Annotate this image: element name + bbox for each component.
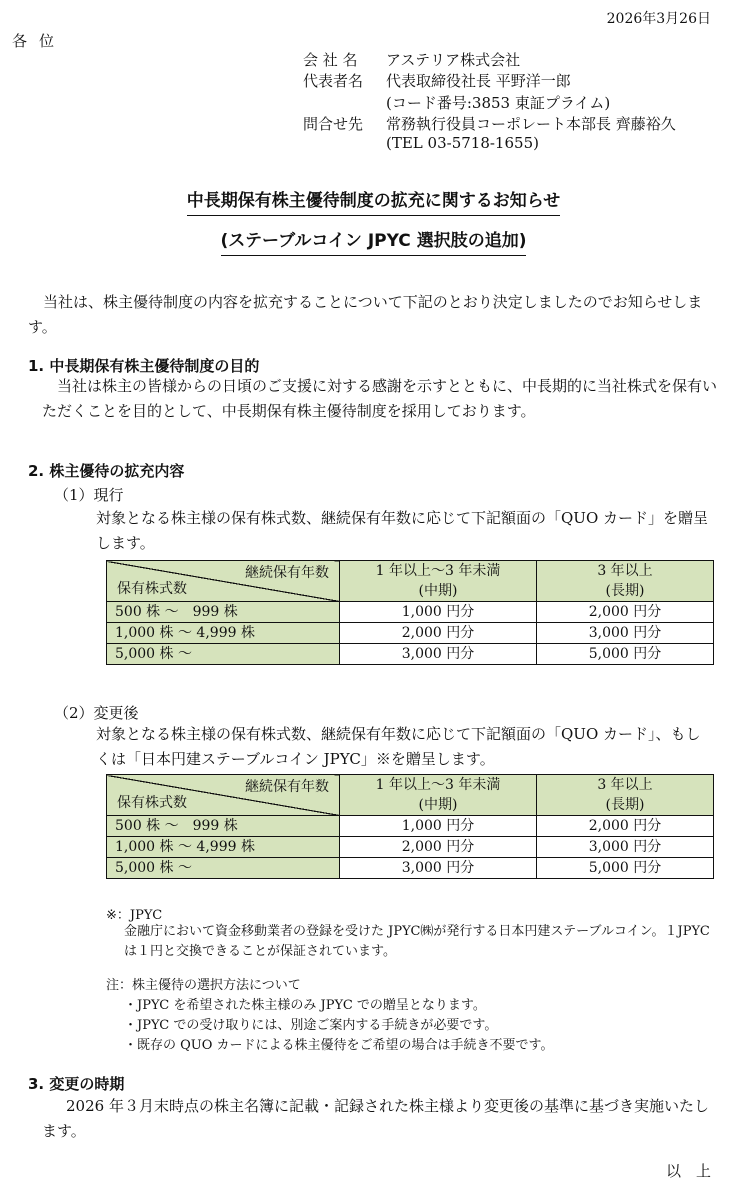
document-date: 2026年3月26日 — [606, 11, 711, 27]
long-term-header — [537, 775, 714, 816]
table-row — [107, 858, 714, 879]
table-corner-cell — [107, 775, 340, 816]
mid-value-cell: 1,000 円分 — [340, 816, 537, 837]
changed-label: （2）変更後 — [54, 704, 139, 722]
mid-term-header-line1: 1 年以上～3 年未満 — [375, 777, 501, 793]
long-term-header-line2: (長期) — [605, 583, 645, 599]
shares-cell: 1,000 株 ～ 4,999 株 — [107, 623, 340, 644]
years-held-label: 継続保有年数 — [245, 565, 329, 581]
table-row — [107, 602, 714, 623]
long-value-cell: 3,000 円分 — [537, 837, 714, 858]
closing-mark: 以 上 — [665, 1162, 711, 1180]
shares-cell: 5,000 株 ～ — [107, 858, 340, 879]
section1-body: 当社は株主の皆様からの日頃のご支援に対する感謝を示すとともに、中長期的に当社株式を保有いただくことを目的として、中長期保有株主優待制度を採用しております。 — [42, 377, 718, 420]
section2-heading: 2. 株主優待の拡充内容 — [28, 462, 185, 480]
shares-cell: 1,000 株 ～ 4,999 株 — [107, 837, 340, 858]
section1-heading: 1. 中長期保有株主優待制度の目的 — [28, 357, 260, 375]
changed-body: 対象となる株主様の保有株式数、継続保有年数に応じて下記額面の「QUO カード」、もしくは「日本円建ステーブルコイン JPYC」※を贈呈します。 — [96, 725, 701, 768]
mid-value-cell: 3,000 円分 — [340, 858, 537, 879]
table-row — [107, 837, 714, 858]
representative-label: 代表者名 — [303, 72, 364, 90]
shares-cell: 5,000 株 ～ — [107, 644, 340, 665]
changed-benefit-table — [106, 774, 714, 879]
current-label: （1）現行 — [54, 486, 124, 504]
document-subtitle — [0, 226, 747, 251]
long-term-header-line2: (長期) — [605, 797, 645, 813]
shares-cell: 500 株 ～ 999 株 — [107, 816, 340, 837]
document-subtitle-text: (ステーブルコイン JPYC 選択肢の追加) — [221, 231, 527, 256]
representative-name: 代表取締役社長 平野洋一郎 — [386, 72, 571, 90]
jpyc-note-body: 金融庁において資金移動業者の登録を受けた JPYC㈱が発行する日本円建ステーブルコイン。１JPYC は１円と交換できることが保証されています。 — [124, 924, 710, 959]
addressee: 各位 — [12, 32, 67, 50]
shares-held-label: 保有株式数 — [117, 795, 187, 811]
stock-code: (コード番号:3853 東証プライム) — [386, 94, 611, 112]
long-value-cell: 2,000 円分 — [537, 602, 714, 623]
company-name: アステリア株式会社 — [386, 51, 521, 69]
mid-term-header-line2: (中期) — [418, 797, 458, 813]
selection-note-item: ・既存の QUO カードによる株主優待をご希望の場合は手続き不要です。 — [124, 1038, 554, 1053]
long-term-header-line1: 3 年以上 — [597, 777, 653, 793]
current-benefit-table — [106, 560, 714, 665]
shares-cell: 500 株 ～ 999 株 — [107, 602, 340, 623]
section3-heading: 3. 変更の時期 — [28, 1075, 125, 1093]
current-body: 対象となる株主様の保有株式数、継続保有年数に応じて下記額面の「QUO カード」を贈呈します。 — [96, 509, 709, 552]
mid-value-cell: 2,000 円分 — [340, 623, 537, 644]
contact-label: 問合せ先 — [303, 115, 364, 133]
long-value-cell: 5,000 円分 — [537, 858, 714, 879]
long-term-header — [537, 561, 714, 602]
company-label: 会 社 名 — [303, 51, 358, 69]
intro-paragraph: 当社は、株主優待制度の内容を拡充することについて下記のとおり決定しましたのでお知らせします。 — [28, 293, 703, 336]
document-title-text: 中長期保有株主優待制度の拡充に関するお知らせ — [187, 191, 561, 216]
shares-held-label: 保有株式数 — [117, 581, 187, 597]
long-value-cell: 2,000 円分 — [537, 816, 714, 837]
table-header-row — [107, 775, 714, 816]
mid-value-cell: 3,000 円分 — [340, 644, 537, 665]
selection-note-item: ・JPYC での受け取りには、別途ご案内する手続きが必要です。 — [124, 1018, 498, 1033]
years-held-label: 継続保有年数 — [245, 779, 329, 795]
mid-value-cell: 1,000 円分 — [340, 602, 537, 623]
table-header-row — [107, 561, 714, 602]
section3-body: 2026 年３月末時点の株主名簿に記載・記録された株主様より変更後の基準に基づき実施いたします。 — [42, 1097, 709, 1140]
table-corner-cell — [107, 561, 340, 602]
mid-value-cell: 2,000 円分 — [340, 837, 537, 858]
long-term-header-line1: 3 年以上 — [597, 563, 653, 579]
long-value-cell: 3,000 円分 — [537, 623, 714, 644]
table-row — [107, 816, 714, 837]
selection-notes-title: 注：株主優待の選択方法について — [106, 978, 301, 993]
table-row — [107, 644, 714, 665]
mid-term-header — [340, 775, 537, 816]
contact-tel: (TEL 03-5718-1655) — [386, 134, 539, 152]
contact-name: 常務執行役員コーポレート本部長 齊藤裕久 — [386, 115, 676, 133]
mid-term-header-line1: 1 年以上～3 年未満 — [375, 563, 501, 579]
long-value-cell: 5,000 円分 — [537, 644, 714, 665]
document-title — [0, 186, 747, 211]
table-row — [107, 623, 714, 644]
mid-term-header — [340, 561, 537, 602]
selection-note-item: ・JPYC を希望された株主様のみ JPYC での贈呈となります。 — [124, 998, 486, 1013]
mid-term-header-line2: (中期) — [418, 583, 458, 599]
jpyc-note-mark: ※：JPYC — [106, 908, 163, 923]
